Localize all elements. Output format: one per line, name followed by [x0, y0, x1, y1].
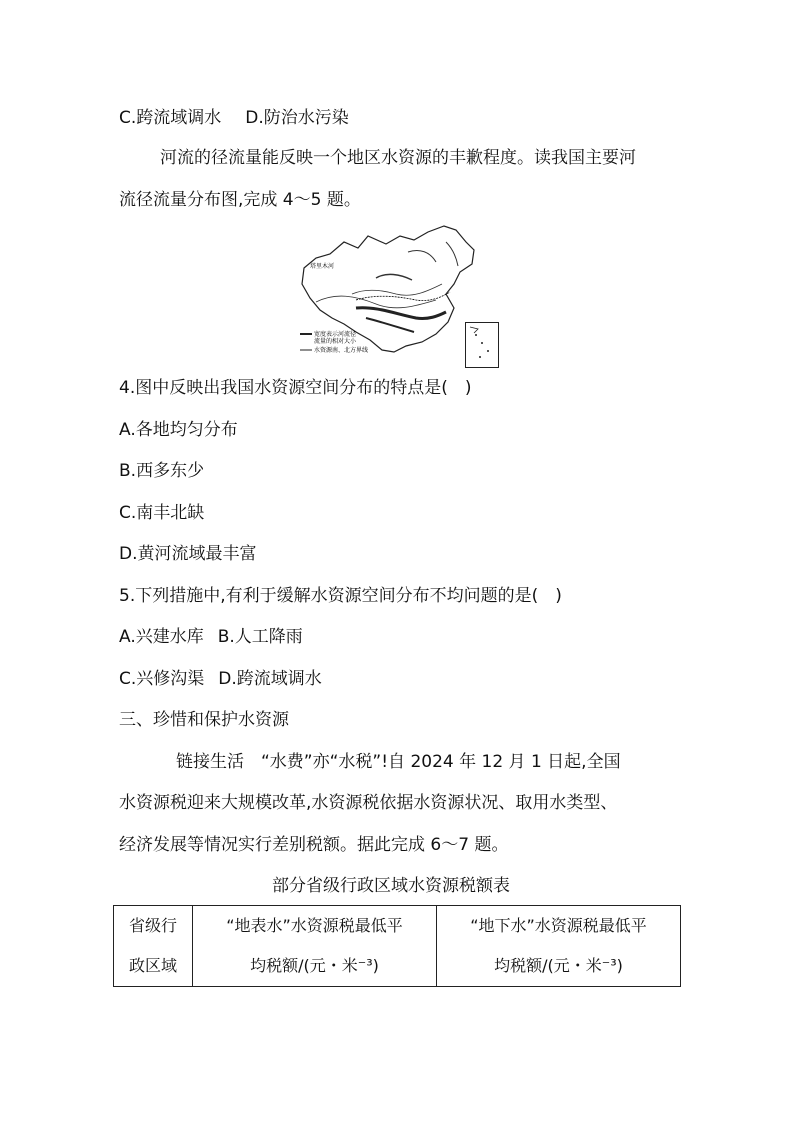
q3-options-line — [119, 106, 349, 130]
water-tax-table — [113, 905, 681, 987]
q4-option-c: C.南丰北缺 — [119, 503, 205, 523]
q5-options-ab — [119, 625, 303, 649]
q5-option-d: D.跨流域调水 — [218, 669, 322, 689]
link-life-line1: 链接生活 “水费”亦“水税”!自 2024 年 12 月 1 日起,全国 — [176, 752, 621, 772]
q4-option-a: A.各地均匀分布 — [119, 420, 238, 440]
header-ground-line1: “地下水”水资源税最低平 — [470, 916, 647, 935]
header-ground-line2: 均税额/(元・米⁻³) — [494, 956, 623, 975]
table-header-row — [114, 906, 681, 987]
q4-option-d: D.黄河流域最丰富 — [119, 544, 257, 564]
header-region-line1: 省级行 — [128, 916, 177, 935]
map-legend-1b: 流量的相对大小 — [314, 338, 357, 345]
q4-option-b: B.西多东少 — [119, 461, 205, 481]
header-ground-water — [437, 906, 681, 987]
q3-option-c: C.跨流域调水 — [119, 108, 222, 128]
map-label-top: 塔里木河 — [310, 263, 335, 270]
intro-45-line2: 流径流量分布图,完成 4～5 题。 — [119, 190, 361, 210]
header-region — [114, 906, 193, 987]
table-caption: 部分省级行政区域水资源税额表 — [272, 876, 510, 896]
q5-option-c: C.兴修沟渠 — [119, 669, 205, 689]
intro-45-line1: 河流的径流量能反映一个地区水资源的丰歉程度。读我国主要河 — [160, 148, 636, 168]
q5-stem: 5.下列措施中,有利于缓解水资源空间分布不均问题的是( ) — [119, 586, 562, 606]
header-region-line2: 政区域 — [128, 956, 177, 975]
islands-icon — [466, 323, 498, 367]
header-surface-water — [193, 906, 437, 987]
header-surface-line2: 均税额/(元・米⁻³) — [250, 956, 379, 975]
section3-title: 三、珍惜和保护水资源 — [119, 710, 289, 730]
q5-option-a: A.兴建水库 — [119, 627, 204, 647]
link-life-line2: 水资源税迎来大规模改革,水资源税依据水资源状况、取用水类型、 — [119, 793, 618, 813]
q5-options-cd — [119, 667, 322, 691]
south-china-sea-inset — [465, 322, 499, 368]
map-legend-1a: 宽度表示河流径 — [314, 331, 357, 338]
link-life-line3: 经济发展等情况实行差别税额。据此完成 6～7 题。 — [119, 835, 509, 855]
q5-option-b: B.人工降雨 — [217, 627, 303, 647]
q4-stem: 4.图中反映出我国水资源空间分布的特点是( ) — [119, 378, 472, 398]
header-surface-line1: “地表水”水资源税最低平 — [226, 916, 403, 935]
map-legend-2: 水资源南、北方界线 — [314, 347, 369, 354]
q3-option-d: D.防治水污染 — [245, 108, 349, 128]
